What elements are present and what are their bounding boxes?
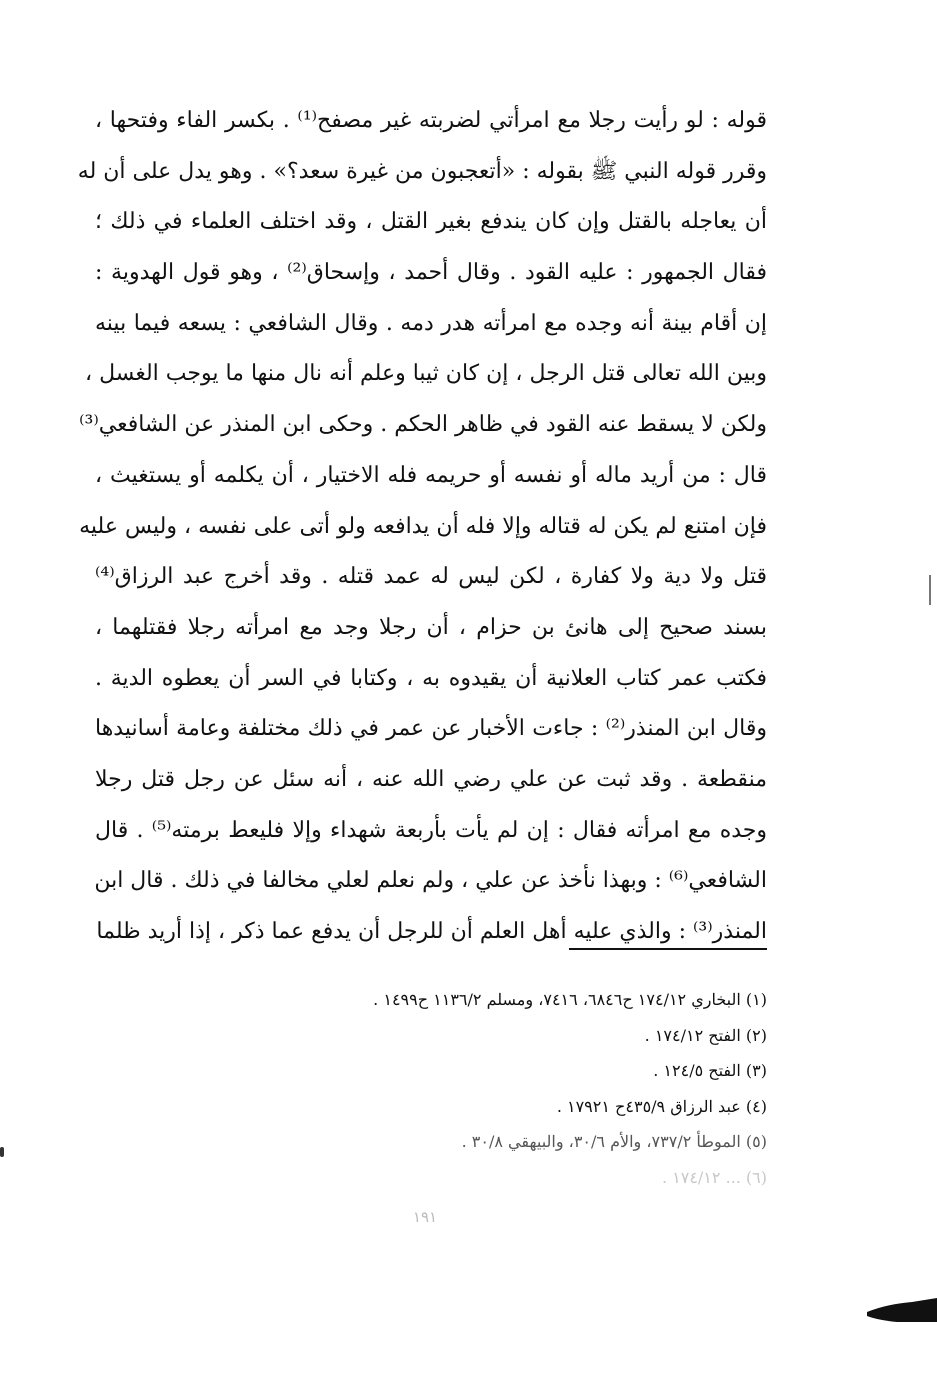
text-line: قتل ولا دية ولا كفارة ، لكن ليس له عمد قتله . وقد أخرج عبد الرزاق⁽⁴⁾ — [95, 564, 767, 590]
text-line: إن أقام بينة أنه وجده مع امرأته هدر دمه . وقال الشافعي : يسعه فيما بينه — [95, 310, 768, 336]
footnote: (٣) الفتح ١٢٤/٥ . — [653, 1061, 767, 1080]
main-text-block — [77, 96, 768, 958]
text-line: فكتب عمر كتاب العلانية أن يقيدوه به ، وكتابا في السر أن يعطوه الدية . — [95, 665, 767, 691]
footnote: (٢) الفتح ١٧٤/١٢ . — [644, 1025, 767, 1045]
page-number: ١٩١ — [412, 1208, 438, 1226]
footnotes-block — [240, 982, 767, 1195]
text-line: ولكن لا يسقط عنه القود في ظاهر الحكم . وحكى ابن المنذر عن الشافعي⁽³⁾ — [79, 412, 767, 438]
text-line: قوله : لو رأيت رجلا مع امرأتي لضربته غير مصفح⁽¹⁾ . بكسر الفاء وفتحها ، — [95, 108, 767, 133]
text-line: وقرر قوله النبي ﷺ بقوله : «أتعجبون من غيرة سعد؟» . وهو يدل على أن له — [77, 158, 767, 184]
text-line: فإن امتنع لم يكن له قتاله وإلا فله أن يدافعه ولو أتى على نفسه ، وليس عليه — [79, 513, 767, 539]
text-line: المنذر⁽³⁾ : والذي عليه أهل العلم أن للرجل أن يدفع عما ذكر ، إذا أريد ظلما — [96, 919, 767, 944]
scan-edge-shadow — [867, 1298, 937, 1322]
text-line: أن يعاجله بالقتل وإن كان يندفع بغير القتل ، وقد اختلف العلماء في ذلك ؛ — [95, 209, 767, 235]
text-line: وقال ابن المنذر⁽²⁾ : جاءت الأخبار عن عمر في ذلك مختلفة وعامة أسانيدها — [95, 716, 768, 742]
text-line: قال : من أريد ماله أو نفسه أو حريمه فله الاختيار ، أن يكلمه أو يستغيث ، — [95, 462, 767, 488]
text-line: وجده مع امرأته فقال : إن لم يأت بأربعة شهداء وإلا فليعط برمته⁽⁵⁾ . قال — [95, 817, 767, 843]
footnote-divider — [569, 948, 767, 950]
footnote: (٤) عبد الرزاق ٤٣٥/٩ح ١٧٩٢١ . — [556, 1096, 767, 1116]
footnote: (٥) الموطأ ٧٣٧/٢، والأم ٣٠/٦، والبيهقي ٣٠/٨ . — [461, 1132, 767, 1151]
text-line: منقطعة . وقد ثبت عن علي رضي الله عنه ، أنه سئل عن رجل قتل رجلا — [95, 766, 767, 792]
scan-edge-dot — [0, 1147, 4, 1157]
text-line: وبين الله تعالى قتل الرجل ، إن كان ثيبا وعلم أنه نال منها ما يوجب الغسل ، — [84, 361, 767, 387]
footnote: (١) البخاري ١٧٤/١٢ ح٦٨٤٦، ٧٤١٦، ومسلم ١١٣٦/٢ ح١٤٩٩ . — [373, 990, 767, 1009]
text-line: بسند صحيح إلى هانئ بن حزام ، أن رجلا وجد مع امرأته رجلا فقتلهما ، — [95, 614, 767, 640]
text-line: فقال الجمهور : عليه القود . وقال أحمد ، وإسحاق⁽²⁾ ، وهو قول الهدوية : — [95, 260, 767, 286]
scan-margin-mark — [929, 575, 931, 605]
text-line: الشافعي⁽⁶⁾ : وبهذا نأخذ عن علي ، ولم نعلم لعلي مخالفا في ذلك . قال ابن — [94, 868, 767, 894]
footnote: (٦) ... ١٧٤/١٢ . — [661, 1167, 767, 1187]
